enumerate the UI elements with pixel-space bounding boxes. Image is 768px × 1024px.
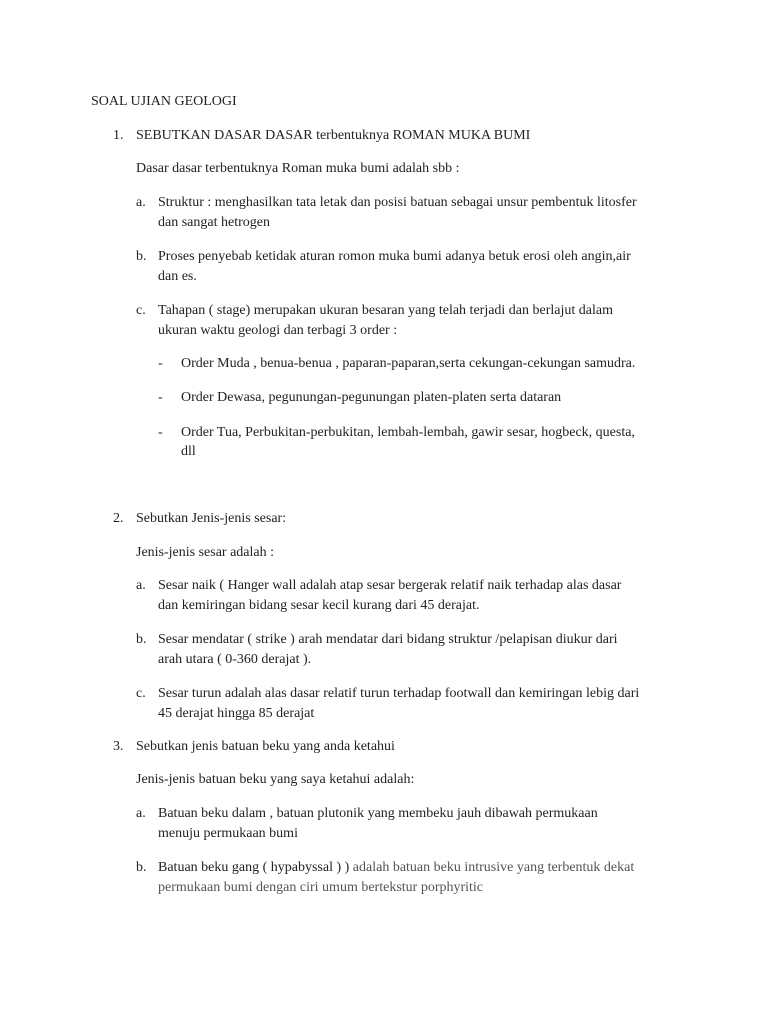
q1-c-line1: Tahapan ( stage) merupakan ukuran besaran yang telah terjadi dan berlajut dalam xyxy=(158,303,613,318)
q1-b-line2: dan es. xyxy=(158,269,197,284)
q3-a-line1: Batuan beku dalam , batuan plutonik yang membeku jauh dibawah permukaan xyxy=(158,806,598,821)
q2-b-label: b. xyxy=(136,632,147,647)
q1-intro: Dasar dasar terbentuknya Roman muka bumi adalah sbb : xyxy=(136,161,460,176)
q3-b-line2: permukaan bumi dengan ciri umum bertekstur porphyritic xyxy=(158,880,484,895)
q2-question: Sebutkan Jenis-jenis sesar: xyxy=(136,511,287,526)
q1-question: SEBUTKAN DASAR DASAR terbentuknya ROMAN MUKA BUMI xyxy=(136,128,531,143)
q3-b-label: b. xyxy=(136,860,147,875)
q2-c-label: c. xyxy=(136,686,146,701)
q3-intro: Jenis-jenis batuan beku yang saya ketahui adalah: xyxy=(136,772,415,787)
order-dash: - xyxy=(158,390,163,405)
q2-a-line2: dan kemiringan bidang sesar kecil kurang dari 45 derajat. xyxy=(158,598,480,613)
doc-title: SOAL UJIAN GEOLOGI xyxy=(91,94,237,109)
q3-b-line1 xyxy=(158,859,634,877)
order-dash: - xyxy=(158,425,163,440)
q1-a-line2: dan sangat hetrogen xyxy=(158,215,270,230)
q1-b-line1: Proses penyebab ketidak aturan romon muka bumi adanya betuk erosi oleh angin,air xyxy=(158,249,631,264)
q1-number: 1. xyxy=(113,128,124,143)
q1-b-label: b. xyxy=(136,249,147,264)
q3-b-line1-part1: Batuan beku gang ( hypabyssal ) ) xyxy=(158,860,353,875)
q2-b-line2: arah utara ( 0-360 derajat ). xyxy=(158,652,312,667)
q2-b-line1: Sesar mendatar ( strike ) arah mendatar dari bidang struktur /pelapisan diukur dari xyxy=(158,632,618,647)
q3-number: 3. xyxy=(113,739,124,754)
q3-a-label: a. xyxy=(136,806,146,821)
q2-a-label: a. xyxy=(136,578,146,593)
order-muda: Order Muda , benua-benua , paparan-paparan,serta cekungan-cekungan samudra. xyxy=(181,356,636,371)
q3-b-line1-part2: adalah batuan beku intrusive yang terbentuk dekat xyxy=(352,860,635,875)
q2-c-line2: 45 derajat hingga 85 derajat xyxy=(158,706,315,721)
q1-a-label: a. xyxy=(136,195,146,210)
q3-question: Sebutkan jenis batuan beku yang anda ketahui xyxy=(136,739,395,754)
order-dash: - xyxy=(158,356,163,371)
order-dewasa: Order Dewasa, pegunungan-pegunungan platen-platen serta dataran xyxy=(181,390,562,405)
q3-a-line2: menuju permukaan bumi xyxy=(158,826,298,841)
q2-c-line1: Sesar turun adalah alas dasar relatif turun terhadap footwall dan kemiringan lebig dari xyxy=(158,686,640,701)
q2-a-line1: Sesar naik ( Hanger wall adalah atap sesar bergerak relatif naik terhadap alas dasar xyxy=(158,578,622,593)
q1-a-line1: Struktur : menghasilkan tata letak dan posisi batuan sebagai unsur pembentuk litosfer xyxy=(158,195,637,210)
q2-intro: Jenis-jenis sesar adalah : xyxy=(136,545,275,560)
q2-number: 2. xyxy=(113,511,124,526)
order-tua-line2: dll xyxy=(181,444,196,459)
order-tua: Order Tua, Perbukitan-perbukitan, lembah-lembah, gawir sesar, hogbeck, questa, xyxy=(181,425,635,440)
q1-c-line2: ukuran waktu geologi dan terbagi 3 order : xyxy=(158,323,398,338)
q1-c-label: c. xyxy=(136,303,146,318)
